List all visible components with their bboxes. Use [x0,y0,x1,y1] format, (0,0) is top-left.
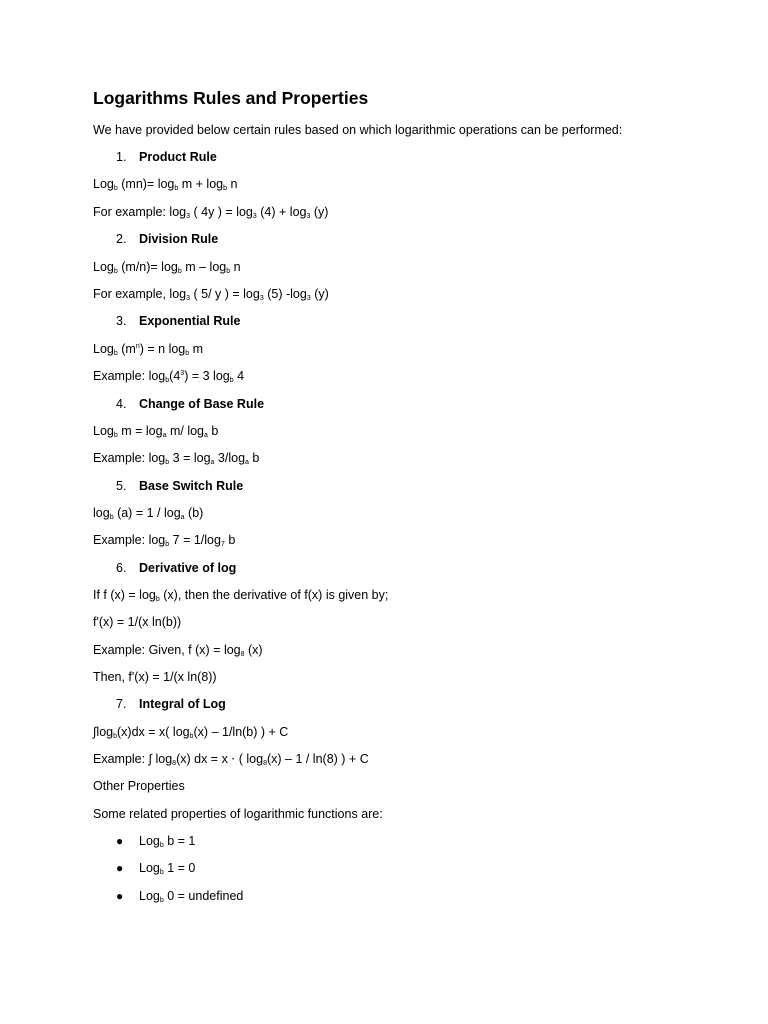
rule-example: Example: $\log_b 7 = 1/\log_7$ b [93,533,236,548]
rule-line: $\int\log_b(x)dx = x$( $\log_b(x) - 1/\ln(b)$ ) + C [93,725,289,740]
subscript: b [229,377,234,384]
rule-number: 4. [116,397,127,411]
subscript: a [204,432,208,439]
rule-number: 3. [116,314,127,328]
subscript: 8 [240,651,245,658]
rule-example: Example: $\log_b(4^3) = 3$ $\log_b 4$ [93,369,245,384]
rule-example: For example, $\log_3$ ( 5/ y ) = $\log_3 (5)$ $-\log_3$ (y) [93,287,329,302]
rule-name: Product Rule [139,150,217,164]
subscript: b [226,268,231,275]
subscript: 3 [306,213,311,220]
subscript: 3 [259,295,264,302]
document-title: Logarithms Rules and Properties [93,88,369,108]
property-text: Log$_b$ 1 = 0 [139,861,196,876]
rule-formula: Log$_b$ $m = \log_a m/$ $\log_a b$ [93,424,219,439]
rule-name: Integral of Log [139,697,226,711]
rule-number: 1. [116,150,127,164]
subscript: a [210,459,215,466]
subscript: b [223,185,228,192]
subscript: 8 [263,760,267,767]
subscript: b [174,185,179,192]
subscript: 3 [186,295,191,302]
rule-heading [116,233,218,246]
superscript: n [135,343,140,350]
subscript: a [180,514,185,521]
subscript: b [185,350,190,357]
subscript: b [113,432,118,439]
subscript: b [113,350,118,357]
subscript: a [162,432,167,439]
intro-paragraph: We have provided below certain rules based on which logarithmic operations can be performed: [93,123,623,137]
rule-heading [116,315,240,328]
rule-example: Example: $\log_b 3 = \log_a 3/\log_a$ b [93,451,260,466]
subscript: 3 [306,295,311,302]
rule-formula: Log$_b$ $(m^n) = n$ $\log_b m$ [93,342,204,357]
subscript: b [159,842,164,849]
superscript: 3 [180,370,185,377]
rule-number: 6. [116,561,127,575]
list-item [116,835,195,848]
subscript: a [245,459,249,466]
rule-line: Example: Given, f $(x) = \log_8 (x)$ [93,643,263,658]
subscript: b [189,733,194,740]
subscript: b [177,268,182,275]
rule-name: Exponential Rule [139,314,241,328]
subscript: b [159,869,164,876]
rule-heading [116,562,236,575]
subscript: 8 [172,760,177,767]
rule-heading [116,698,226,711]
rule-number: 5. [116,479,127,493]
subscript: 3 [252,213,257,220]
subscript: b [109,514,114,521]
subscript: b [155,596,160,603]
list-item [116,862,195,875]
subscript: b [113,268,118,275]
other-properties-intro: Some related properties of logarithmic functions are: [93,807,383,821]
rule-line: If f $(x) = \log_b (x)$, then the derivative of f(x) is given by; [93,588,389,603]
rule-line: f'(x) = 1/(x ln(b)) [93,615,182,629]
property-text: Log$_b$ 0 = undefined [139,889,244,904]
subscript: b [165,459,170,466]
rule-number: 7. [116,697,127,711]
bullet-icon: ● [116,889,124,903]
subscript: b [113,185,118,192]
bullet-icon: ● [116,834,124,848]
rule-number: 2. [116,232,127,246]
bullet-icon: ● [116,861,124,875]
subscript: b [165,541,170,548]
subscript: 3 [186,213,191,220]
list-item [116,890,243,903]
subscript: b [113,733,118,740]
subscript: 7 [220,541,225,548]
rule-name: Derivative of log [139,561,237,575]
rule-formula: Log$_b$ $(mn)= \log_b m + \log_b n$ [93,177,238,192]
rule-name: Base Switch Rule [139,479,244,493]
rule-name: Division Rule [139,232,219,246]
subscript: b [159,897,164,904]
rule-heading [116,480,243,493]
rule-heading [116,151,217,164]
rule-heading [116,398,264,411]
rule-example: For example: $\log_3$ ( 4y ) = $\log_3 (4) + \log_3 (y)$ [93,205,329,220]
other-properties-heading: Other Properties [93,779,185,793]
rule-line: Example: ∫ $\log_8(x)$ dx = x ⋅ ( $\log_8(x) - 1 / \ln(8)$ ) + C [93,752,369,767]
property-text: Log$_b$ b = 1 [139,834,196,849]
rule-formula: $\log_b (a) = 1 / \log_a (b)$ [93,506,204,521]
rule-formula: Log$_b$ $(m/n)= \log_b m - \log_b n$ [93,260,241,275]
rule-line: Then, f'(x) = 1/(x ln(8)) [93,670,217,684]
subscript: b [165,377,170,384]
rule-name: Change of Base Rule [139,397,265,411]
